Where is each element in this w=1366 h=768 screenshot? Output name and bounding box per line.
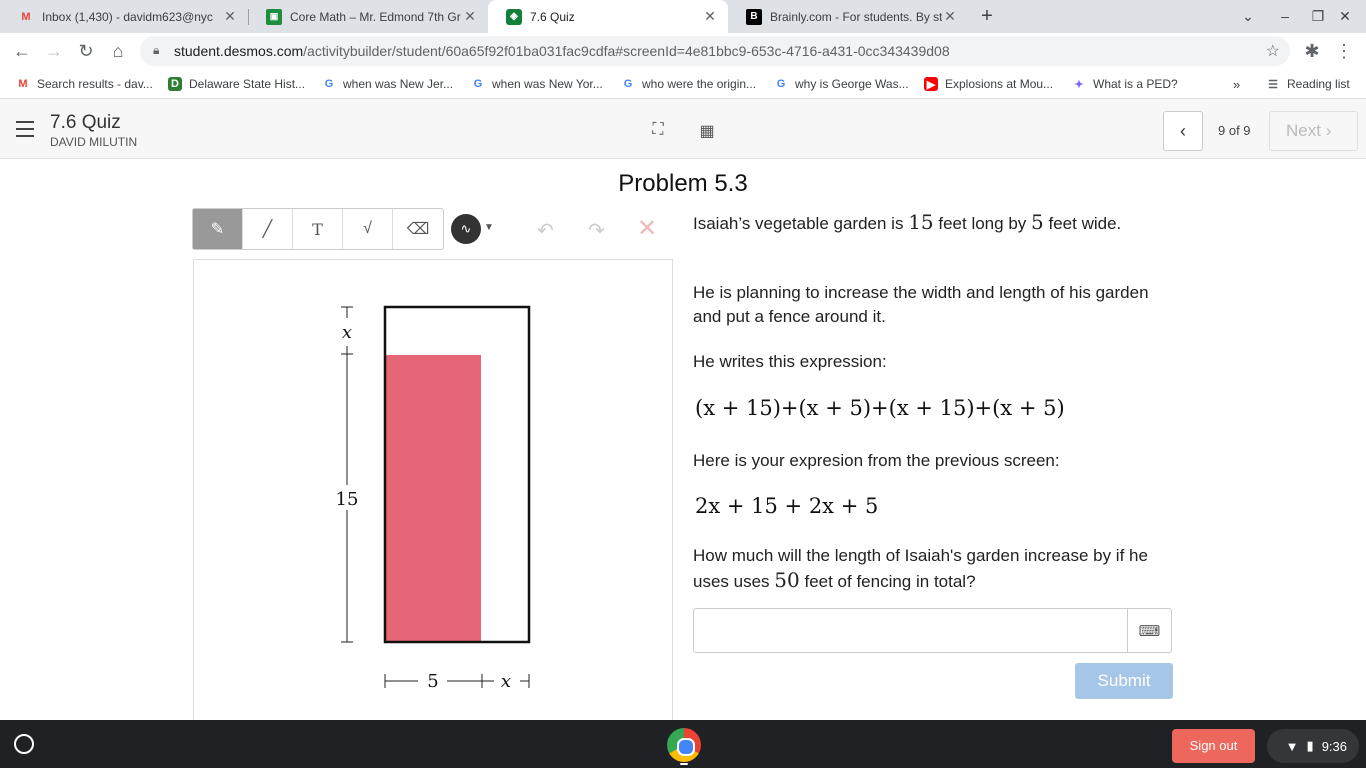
lock-icon: 🔒︎ xyxy=(153,43,160,57)
next-screen-button[interactable]: Next › xyxy=(1269,111,1358,151)
redo-icon[interactable]: ↷ xyxy=(588,220,605,242)
fence-expression: (x + 15)+(x + 5)+(x + 15)+(x + 5) xyxy=(695,396,1065,420)
bookmark-item[interactable]: G why is George Was... xyxy=(774,75,909,93)
tab-core-math[interactable] xyxy=(248,0,488,33)
pencil-tool-button[interactable] xyxy=(193,209,243,249)
menu-icon[interactable] xyxy=(16,121,34,137)
minimize-icon[interactable]: – xyxy=(1281,8,1289,24)
color-picker-button[interactable] xyxy=(451,214,481,244)
garden-diagram xyxy=(194,260,674,730)
bookmark-item[interactable]: G when was New Jer... xyxy=(322,75,453,93)
answer-input[interactable] xyxy=(693,608,1172,653)
line-icon: ╱ xyxy=(262,221,273,238)
google-icon: G xyxy=(623,78,633,90)
star-icon[interactable]: ☆ xyxy=(1265,43,1280,60)
desmos-icon: ◈ xyxy=(506,9,522,25)
tab-title: Inbox (1,430) - davidm623@nyc xyxy=(42,9,213,24)
active-app-indicator xyxy=(680,763,688,765)
browser-toolbar xyxy=(0,33,1366,69)
chevron-right-icon: › xyxy=(1325,121,1332,140)
tab-inbox[interactable] xyxy=(0,0,248,33)
google-icon: G xyxy=(776,78,786,90)
new-tab-button[interactable]: + xyxy=(981,5,993,27)
original-garden-rect xyxy=(386,355,481,642)
undo-icon[interactable]: ↶ xyxy=(537,220,554,242)
tab-title: 7.6 Quiz xyxy=(530,9,575,24)
close-icon[interactable]: ✕ xyxy=(704,8,716,24)
keyboard-icon[interactable]: ⌨ xyxy=(1127,609,1171,652)
close-icon[interactable]: ✕ xyxy=(464,8,476,24)
tab-search-icon[interactable]: ⌄ xyxy=(1242,8,1254,24)
question-paragraph-2: He is planning to increase the width and length of his garden and put a fence around it. xyxy=(693,283,1149,326)
sign-out-button[interactable]: Sign out xyxy=(1172,729,1255,763)
clear-icon[interactable]: ✕ xyxy=(637,215,658,242)
bookmark-item[interactable]: ▶ Explosions at Mou... xyxy=(924,75,1053,93)
extensions-icon[interactable]: ✱ xyxy=(1304,41,1320,61)
google-icon: G xyxy=(473,78,483,90)
reading-list-icon: ☰ xyxy=(1268,78,1278,91)
question-paragraph-3: He writes this expression: xyxy=(693,352,887,371)
wifi-icon: ▼ xyxy=(1285,738,1299,754)
calculator-icon[interactable]: ▦ xyxy=(699,123,715,140)
tab-strip xyxy=(0,0,1366,33)
d-logo-icon: D xyxy=(168,77,182,91)
forward-icon[interactable]: → xyxy=(45,41,63,61)
squiggle-icon: ∿ xyxy=(460,221,472,236)
diagram-5-label: 5 xyxy=(427,671,439,692)
bookmark-item[interactable]: G who were the origin... xyxy=(621,75,756,93)
sqrt-icon: √ xyxy=(363,220,372,237)
sketch-toolbar xyxy=(192,208,444,250)
tab-title: Core Math – Mr. Edmond 7th Gr xyxy=(290,9,461,24)
line-tool-button[interactable] xyxy=(243,209,293,249)
reload-icon[interactable]: ↻ xyxy=(78,41,94,61)
text-tool-button[interactable] xyxy=(293,209,343,249)
close-icon[interactable]: ✕ xyxy=(224,8,236,24)
tab-title: Brainly.com - For students. By st xyxy=(770,9,942,24)
gmail-icon: M xyxy=(21,10,31,23)
student-name: DAVID MILUTIN xyxy=(50,135,138,149)
bookmark-item[interactable]: D Delaware State Hist... xyxy=(168,75,305,93)
chevron-left-icon: ‹ xyxy=(1180,121,1186,141)
ped-icon: ✦ xyxy=(1074,78,1084,91)
eraser-tool-button[interactable] xyxy=(393,209,443,249)
bookmarks-bar xyxy=(0,69,1366,99)
diagram-15-label: 15 xyxy=(335,489,359,510)
reading-list-button[interactable]: ☰ Reading list xyxy=(1266,75,1350,93)
address-bar[interactable] xyxy=(140,36,1290,66)
bookmark-item[interactable]: M Search results - dav... xyxy=(16,75,153,93)
text-icon: T xyxy=(312,219,323,239)
diagram-x-height-label: x xyxy=(341,322,353,343)
submit-button[interactable]: Submit xyxy=(1075,663,1173,699)
eraser-icon: ⌫ xyxy=(406,221,430,238)
url-text: student.desmos.com/activitybuilder/student/60a65f92f01ba031fac9cdfa#screenId=4e81bbc9-653c-4716-a431-0cc343439d08 xyxy=(174,43,950,59)
gmail-icon: M xyxy=(18,78,28,90)
page-counter: 9 of 9 xyxy=(1218,123,1251,138)
tab-brainly[interactable] xyxy=(728,0,968,33)
activity-title: 7.6 Quiz xyxy=(50,112,121,133)
previous-screen-button[interactable] xyxy=(1163,111,1203,151)
back-icon[interactable]: ← xyxy=(13,41,31,61)
problem-title: Problem 5.3 xyxy=(618,170,748,197)
youtube-icon: ▶ xyxy=(924,77,938,91)
fullscreen-icon[interactable]: ⛶ xyxy=(652,121,664,138)
menu-icon[interactable]: ⋮ xyxy=(1335,41,1353,61)
chevron-down-icon[interactable]: ▼ xyxy=(484,222,494,233)
sketch-canvas[interactable] xyxy=(193,259,673,729)
tab-quiz[interactable] xyxy=(488,0,728,33)
more-bookmarks-icon[interactable]: » xyxy=(1233,76,1241,92)
math-tool-button[interactable] xyxy=(343,209,393,249)
previous-expression: 2x + 15 + 2x + 5 xyxy=(695,494,879,518)
close-window-icon[interactable]: ✕ xyxy=(1339,8,1351,24)
close-icon[interactable]: ✕ xyxy=(944,8,956,24)
question-paragraph-1: Isaiah’s vegetable garden is 15 feet long by 5 feet wide. xyxy=(693,210,1122,234)
home-icon[interactable]: ⌂ xyxy=(112,41,124,61)
bookmark-item[interactable]: ✦ What is a PED? xyxy=(1072,75,1178,93)
diagram-x-width-label: x xyxy=(500,671,512,692)
brainly-icon: B xyxy=(746,9,762,25)
clock: 9:36 xyxy=(1321,738,1347,754)
launcher-icon[interactable] xyxy=(14,734,34,754)
battery-icon: ▮ xyxy=(1306,738,1314,753)
chrome-icon[interactable] xyxy=(667,728,701,762)
activity-header xyxy=(0,99,1366,159)
question-paragraph-4: Here is your expresion from the previous screen: xyxy=(693,451,1060,470)
pencil-icon: ✎ xyxy=(210,221,225,238)
restore-icon[interactable]: ❐ xyxy=(1311,8,1325,24)
google-icon: G xyxy=(324,78,334,90)
classroom-icon: ▣ xyxy=(266,9,282,25)
system-tray[interactable] xyxy=(1267,729,1359,763)
question-paragraph-5: How much will the length of Isaiah's garden increase by if he uses uses 50 feet of fencing in total? xyxy=(693,546,1148,592)
bookmark-item[interactable]: G when was New Yor... xyxy=(471,75,603,93)
